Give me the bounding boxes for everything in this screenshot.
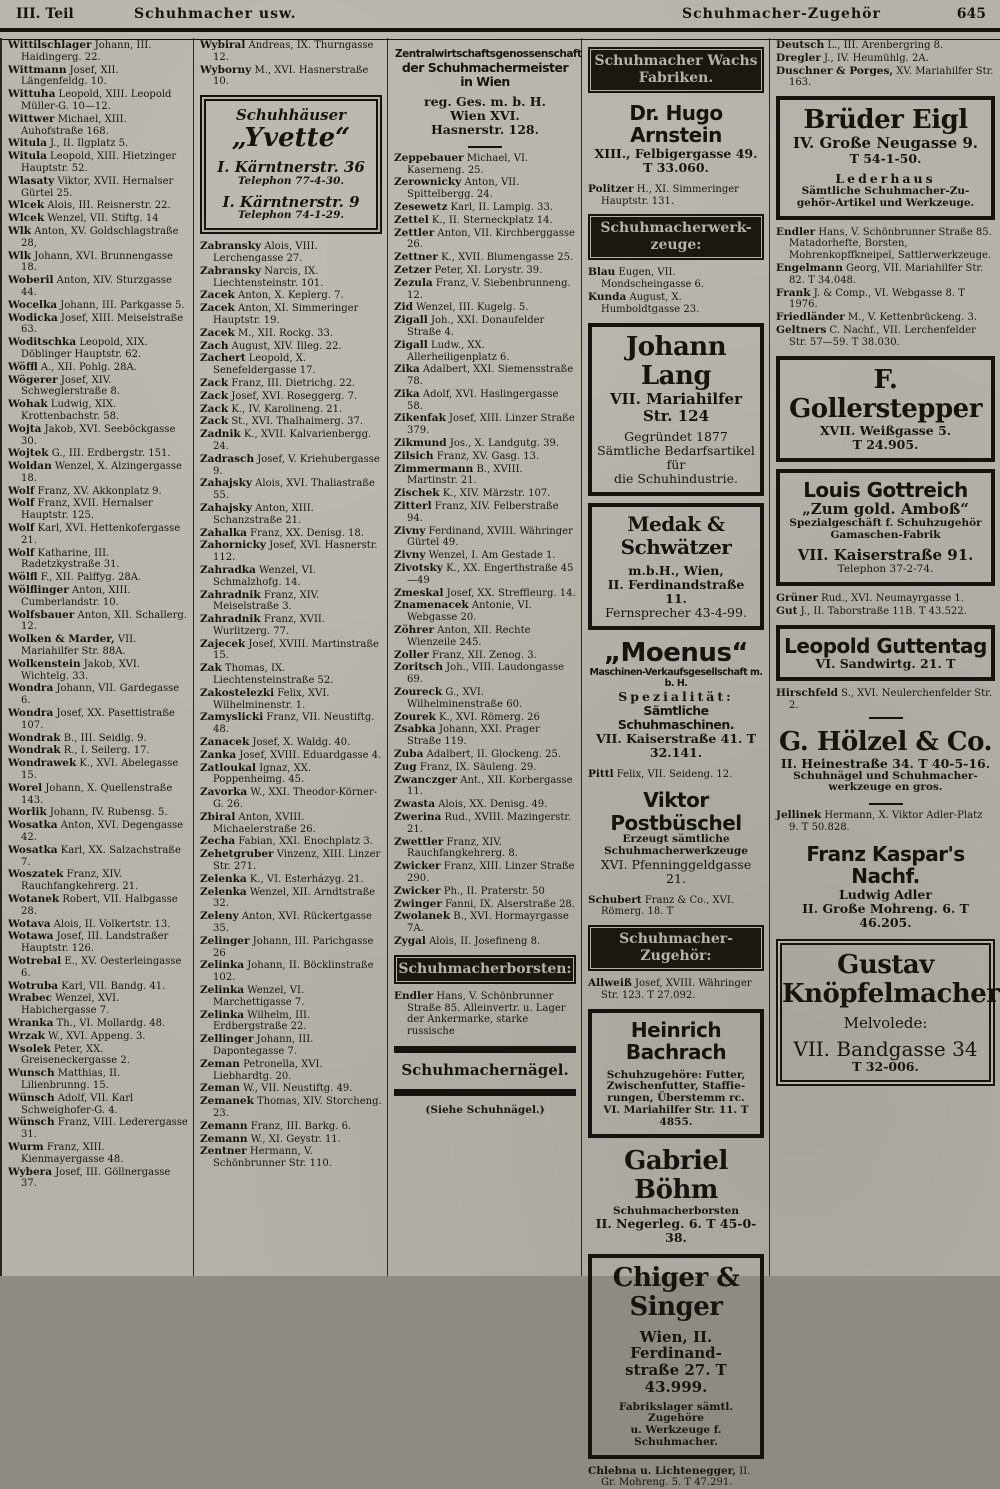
directory-entry: Zischek K., XIV. Märzstr. 107. — [394, 487, 551, 500]
directory-entry: Zwanczger Ant., XII. Korbergasse 11. — [394, 773, 573, 798]
directory-entry: Zabransky Narcis, IX. Liechtensteinstr. 101. — [200, 264, 324, 289]
directory-entry: Dregler J., IV. Heumühlg. 2A. — [776, 51, 929, 64]
directory-entry: Woditschka Leopold, XIX. Döblinger Hauptstr. 62. — [8, 336, 148, 360]
part-label: III. Teil — [16, 6, 74, 22]
directory-entry: Wölflinger Anton, XIII. Cumberlandstr. 10. — [8, 584, 131, 608]
directory-entry: Wondra Josef, XX. Pasettistraße 107. — [8, 707, 175, 731]
ad-johann-lang: Johann Lang VII. Mariahilfer Str. 124 Gegründet 1877 Sämtliche Bedarfsartikel für die Schuhindustrie. — [588, 323, 764, 497]
directory-entry: Frank J. & Comp., VI. Webgasse 8. T 1976. — [776, 286, 965, 311]
directory-entry: Zettner K., XVII. Blumengasse 25. — [394, 251, 574, 264]
directory-entry: Zettler Anton, VII. Kirchberggasse 26. — [394, 226, 575, 251]
directory-entry: Woberil Anton, XIV. Sturzgasse 44. — [8, 274, 172, 298]
directory-entry: Zwettler Franz, XIV. Rauchfangkehrerg. 8. — [394, 835, 518, 860]
thick-rule — [394, 1089, 576, 1096]
directory-entry: Zivny Ferdinand, XVIII. Währinger Gürtel 49. — [394, 524, 573, 549]
directory-entry: Zivotsky K., XX. Engerthstraße 45—49 — [394, 562, 574, 586]
directory-entry: Endler Hans, V. Schönbrunner Straße 85. Matadorhefte, Borsten, Mohrenkopffkneipel, Sattlerwerkzeuge. — [776, 225, 992, 262]
ad-franz-kaspar: Franz Kaspar's Nachf. Ludwig Adler II. Große Mohreng. 6. T 46.205. — [802, 841, 969, 930]
directory-entry: Zivny Wenzel, I. Am Gestade 1. — [394, 549, 556, 562]
directory-entry: Zamyslicki Franz, VII. Neustiftg. 48. — [200, 711, 375, 736]
directory-entry: Zabransky Alois, VIII. Lerchengasse 27. — [200, 240, 318, 264]
thick-rule — [394, 1046, 576, 1053]
ad-yvette: Schuhhäuser „Yvette“ I. Kärntnerstr. 36 Telephon 77-4-30. I. Kärntnerstr. 9 Telephon 74-1-29. — [200, 95, 382, 234]
directory-entry: Wunsch Matthias, II. Lilienbrunng. 15. — [8, 1067, 121, 1091]
directory-entry: Zikmund Jos., X. Landgutg. 39. — [394, 437, 559, 450]
directory-entry: Zelinka Johann, II. Böcklinstraße 102. — [200, 959, 374, 984]
ad-brueder-eigl: Brüder Eigl IV. Große Neugasse 9. T 54-1-50. Lederhaus Sämtliche Schuhmacher-Zu- gehör-Artikel und Werkzeuge. — [776, 96, 995, 219]
directory-entry: Zwerina Rud., XVIII. Mazingerstr. 21. — [394, 810, 572, 835]
directory-entry: Zemann Franz, III. Barkg. 6. — [200, 1119, 352, 1132]
directory-entry: Wotanek Robert, VII. Halbgasse 28. — [8, 892, 178, 917]
directory-entry: Pittl Felix, VII. Seideng. 12. — [588, 767, 733, 780]
directory-entry: Engelmann Georg, VII. Mariahilfer Str. 82. T 34.048. — [776, 261, 984, 286]
directory-entry: Zack K., IV. Karolineng. 21. — [200, 402, 343, 415]
directory-entry: Zellinger Johann, III. Dapontegasse 7. — [200, 1033, 314, 1057]
directory-entry: Witula Leopold, XIII. Hietzinger Hauptstr. 52. — [8, 150, 177, 174]
directory-entry: Geltners C. Nachf., VII. Lerchenfelder Str. 57—59. T 38.030. — [776, 323, 976, 348]
directory-columns — [0, 38, 1000, 1489]
directory-entry: Zanka Josef, XVIII. Eduardgasse 4. — [200, 748, 382, 761]
directory-entry: Zajecek Josef, XVIII. Martinstraße 15. — [200, 637, 379, 662]
directory-entry: Zesewetz Karl, II. Lampig. 33. — [394, 200, 554, 213]
directory-entry: Zeman Petronella, XVI. Liebhardtg. 20. — [200, 1057, 323, 1082]
directory-entry: Zerownicky Anton, VII. Spittelbergg. 24. — [394, 176, 520, 201]
running-title-left: Schuhmacher usw. — [134, 6, 297, 22]
section-schuhmacherwerkzeuge: Schuhmacherwerk- zeuge: — [588, 214, 764, 260]
directory-entry: Wybera Josef, III. Göllnergasse 37. — [8, 1165, 171, 1190]
directory-entry: Zack St., XVI. Thalhaimerg. 37. — [200, 415, 364, 428]
directory-entry: Zezula Franz, V. Siebenbrunneng. 12. — [394, 276, 571, 301]
directory-entry: Worlik Johann, IV. Rubensg. 5. — [8, 806, 168, 819]
directory-entry: Zadrasch Josef, V. Kriehubergasse 9. — [200, 452, 380, 477]
directory-entry: Wondrawek K., XVI. Abelegasse 15. — [8, 757, 179, 782]
directory-entry: Zourek K., XVI. Römerg. 26 — [394, 710, 540, 723]
directory-entry: Zoller Franz, XII. Zenog. 3. — [394, 648, 537, 661]
directory-entry: Deutsch L., III. Arenbergring 8. — [776, 39, 944, 51]
directory-entry: Zahajsky Anton, XIII. Schanzstraße 21. — [200, 501, 314, 526]
directory-entry: Zack Franz, III. Dietrichg. 22. — [200, 376, 356, 389]
directory-entry: Zygal Alois, II. Josefineng 8. — [394, 934, 541, 947]
directory-entry: Zetzer Peter, XI. Lorystr. 39. — [394, 263, 543, 276]
directory-entry: Zsabka Johann, XXI. Prager Straße 119. — [394, 723, 540, 748]
ad-gabriel-boehm: Gabriel Böhm Schuhmacherborsten II. Negerleg. 6. T 45-0-38. — [595, 1146, 757, 1246]
directory-entry: Wojtek G., III. Erdbergstr. 151. — [8, 447, 171, 460]
directory-entry: Zelenka K., VI. Esterházyg. 21. — [200, 872, 364, 885]
directory-entry: Wolfsbauer Anton, XII. Schallerg. 12. — [8, 608, 187, 633]
directory-entry: Zoritsch Joh., VIII. Laudongasse 69. — [394, 661, 565, 686]
directory-entry: Wotruba Karl, VII. Bandg. 41. — [8, 979, 166, 992]
directory-entry: Zikenfak Josef, XIII. Linzer Straße 379. — [394, 412, 575, 437]
directory-entry: Zid Wenzel, III. Kugelg. 5. — [394, 301, 529, 314]
directory-entry: Wodicka Josef, XIII. Meiselstraße 63. — [8, 311, 184, 336]
divider-rule — [468, 146, 502, 148]
column-1 — [0, 38, 194, 1276]
directory-entry: Zacek M., XII. Rockg. 33. — [200, 326, 334, 339]
column-3 — [388, 38, 582, 1276]
directory-entry: Zelinka Wenzel, VI. Marchettigasse 7. — [200, 984, 305, 1008]
directory-entry: Zwinger Fanni, IX. Alserstraße 28. — [394, 897, 575, 910]
directory-entry: Wittmann Josef, XII. Längenfeldg. 10. — [8, 63, 119, 88]
ad-bachrach: Heinrich Bachrach Schuhzugehöre: Futter, Zwischenfutter, Staffie- rungen, Überstemm rc. VI. Mariahilfer Str. 11. T 4855. — [588, 1009, 764, 1139]
divider-rule — [869, 717, 903, 719]
directory-entry: Zahornicky Josef, XVI. Hasnerstr. 112. — [200, 539, 378, 564]
directory-entry: Zelenka Wenzel, XII. Arndtstraße 32. — [200, 885, 376, 910]
directory-entry: Zahalka Franz, XX. Denisg. 18. — [200, 526, 364, 539]
ad-chiger-singer: Chiger & Singer Wien, II. Ferdinand- straße 27. T 43.999. Fabrikslager sämtl. Zugehöre u. Werkzeuge f. Schuhmacher. — [588, 1254, 764, 1458]
directory-entry: Zahajsky Alois, XVI. Thaliastraße 55. — [200, 477, 375, 502]
directory-entry: Wrabec Wenzel, XVI. Habichergasse 7. — [8, 992, 120, 1017]
directory-entry: Zitterl Franz, XIV. Felberstraße 94. — [394, 500, 559, 524]
section-schuhmachernaegel: Schuhmachernägel. — [401, 1060, 569, 1079]
directory-entry: Wsolek Peter, XX. Greiseneckergasse 2. — [8, 1042, 130, 1067]
directory-entry: Wlasaty Viktor, XVII. Hernalser Gürtel 25. — [8, 174, 174, 199]
directory-entry: Duschner & Porges, XV. Mariahilfer Str. 163. — [776, 64, 994, 89]
directory-entry: Zelinka Wilhelm, III. Erdbergstraße 22. — [200, 1008, 311, 1033]
directory-entry: Zika Adalbert, XXI. Siemensstraße 78. — [394, 363, 574, 388]
column-2 — [194, 38, 388, 1276]
directory-entry: Zöhrer Anton, XII. Rechte Wienzeile 245. — [394, 624, 531, 648]
directory-entry: Znamenacek Antonie, VI. Webgasse 20. — [394, 599, 532, 624]
directory-entry: Wlk Johann, XVI. Brunnengasse 18. — [8, 249, 173, 274]
directory-entry: Politzer H., XI. Simmeringer Hauptstr. 131. — [588, 182, 739, 207]
directory-entry: Wotava Alois, II. Volkertstr. 13. — [8, 917, 171, 930]
ad-knoepfelmacher: Gustav Knöpfelmacher Melvolede: VII. Bandgasse 34 T 32-006. — [776, 939, 995, 1086]
directory-entry: Zack Josef, XVI. Roseggerg. 7. — [200, 389, 358, 402]
directory-entry: Wolf Franz, XVII. Hernalser Hauptstr. 125. — [8, 497, 153, 522]
directory-entry: Wotrebal E., XV. Oesterleingasse 6. — [8, 954, 182, 979]
directory-entry: Zigall Ludw., XX. Allerheiligenplatz 6. — [394, 338, 510, 363]
column-4 — [582, 38, 770, 1489]
directory-entry: Wondrak R., I. Seilerg. 17. — [8, 744, 150, 757]
directory-entry: Wöffl A., XII. Pohlg. 28A. — [8, 360, 137, 373]
directory-entry: Zuba Adalbert, II. Glockeng. 25. — [394, 748, 562, 760]
directory-entry: Endler Hans, V. Schönbrunner Straße 85. Alleinvertr. u. Lager der Ankermarke, starke russische — [394, 989, 566, 1038]
ad-hoelzel: G. Hölzel & Co. II. Heinestraße 34. T 40-5-16. Schuhnägel und Schuhmacher- werkzeuge en gros. — [778, 726, 993, 794]
page-header — [0, 0, 1000, 30]
directory-entry: Wolken & Marder, VII. Mariahilfer Str. 88A. — [8, 633, 137, 658]
directory-entry: Wotawa Josef, III. Landstraßer Hauptstr. 126. — [8, 930, 169, 955]
directory-entry: Gut J., II. Taborstraße 11B. T 43.522. — [776, 604, 967, 617]
genossenschaft-heading: Zentralwirtschaftsgenossenschaft der Schuhmachermeister in Wien reg. Ges. m. b. H. Wien XVI. Hasnerstr. 128. — [395, 48, 582, 137]
directory-entry: Wolf Franz, XV. Akkonplatz 9. — [8, 484, 162, 497]
page-number: 645 — [956, 6, 986, 22]
directory-entry: Wölfl F., XII. Palffyg. 28A. — [8, 571, 142, 584]
directory-entry: Wondra Johann, VII. Gardegasse 6. — [8, 682, 180, 707]
directory-entry: Zatloukal Ignaz, XX. Poppenheimg. 45. — [200, 761, 311, 786]
directory-entry: Wondrak B., III. Seidlg. 9. — [8, 731, 147, 744]
directory-entry: Zilsich Franz, XV. Gasg. 13. — [394, 449, 540, 462]
ad-moenus: „Moenus“ Maschinen-Verkaufsgesellschaft m. b. H. Spezialität: Sämtliche Schuhmaschinen. VII. Kaiserstraße 41. T 32.141. — [589, 638, 763, 760]
directory-entry: Wohak Ludwig, XIX. Krottenbachstr. 58. — [8, 398, 120, 422]
directory-entry: Zadnik K., XVII. Kalvarienbergg. 24. — [200, 428, 372, 452]
directory-entry: Wurm Franz, XIII. Kienmayergasse 48. — [8, 1140, 124, 1165]
directory-entry: Blau Eugen, VII. Mondscheingasse 6. — [588, 266, 705, 291]
directory-entry: Wolf Karl, XVI. Hettenkofergasse 21. — [8, 522, 181, 546]
directory-entry: Wünsch Franz, VIII. Lederergasse 31. — [8, 1116, 188, 1141]
directory-entry: Wyborny M., XVI. Hasnerstraße 10. — [200, 63, 369, 88]
divider-rule — [869, 803, 903, 805]
directory-entry: Grüner Rud., XVI. Neumayrgasse 1. — [776, 592, 964, 605]
directory-entry: Wlk Anton, XV. Goldschlagstraße 28, — [8, 224, 179, 249]
section-wachs-fabriken: Schuhmacher Wachs Fabriken. — [588, 47, 764, 93]
directory-entry: Zentner Hermann, V. Schönbrunner Str. 110. — [200, 1145, 332, 1170]
section-schuhmacherborsten: Schuhmacherborsten: — [394, 955, 576, 984]
directory-entry: Zeleny Anton, XVI. Rückertgasse 35. — [200, 910, 372, 935]
directory-entry: Zbiral Anton, XVIII. Michaelerstraße 26. — [200, 810, 316, 835]
directory-entry: Zacek Anton, X. Keplerg. 7. — [200, 289, 344, 302]
directory-entry: Wrzak W., XVI. Appeng. 3. — [8, 1029, 146, 1042]
ad-leopold-guttentag: Leopold Guttentag VI. Sandwirtg. 21. T — [776, 625, 995, 681]
directory-entry: Wosatka Anton, XVI. Degengasse 42. — [8, 819, 184, 843]
directory-entry: Zoureck G., XVI. Wilhelminenstraße 60. — [394, 686, 523, 710]
section-schuhmacher-zugehoer: Schuhmacher-Zugehör: — [588, 925, 764, 971]
ad-gollerstepper: F. Gollerstepper XVII. Weißgasse 5. T 24.905. — [776, 356, 995, 462]
directory-entry: Allweiß Josef, XVIII. Währinger Str. 123. T 27.092. — [588, 977, 752, 1001]
directory-entry: Wittilschlager Johann, III. Haidingerg. 22. — [8, 39, 152, 63]
directory-entry: Zigall Joh., XXI. Donaufelder Straße 4. — [394, 314, 545, 338]
directory-entry: Zehetgruber Vinzenz, XIII. Linzer Str. 271. — [200, 848, 381, 873]
directory-entry: Wosatka Karl, XX. Salzachstraße 7. — [8, 843, 181, 868]
directory-entry: Zwicker Ph., II. Praterstr. 50 — [394, 884, 545, 897]
directory-entry: Zmeskal Josef, XX. Streffleurg. 14. — [394, 586, 576, 599]
directory-entry: Zach August, XIV. Illeg. 22. — [200, 339, 342, 352]
ad-medak-schwaetzer: Medak & Schwätzer m.b.H., Wien, II. Ferdinandstraße 11. Fernsprecher 43-4-99. — [588, 503, 764, 630]
directory-entry: Wittuha Leopold, XIII. Leopold Müller-G. 10—12. — [8, 88, 172, 112]
running-title-right: Schuhmacher-Zugehör — [682, 6, 881, 22]
directory-entry: Wittwer Michael, XIII. Auhofstraße 168. — [8, 112, 127, 137]
directory-entry: Zeppebauer Michael, VI. Kaserneng. 25. — [394, 151, 529, 176]
directory-entry: Zemanek Thomas, XIV. Storcheng. 23. — [200, 1095, 382, 1119]
directory-entry: Wybiral Andreas, IX. Thurngasse 12. — [200, 39, 374, 63]
directory-entry: Zahradnik Franz, XIV. Meiselstraße 3. — [200, 588, 320, 613]
directory-entry: Zelinger Johann, III. Parichgasse 26 — [200, 934, 374, 959]
directory-entry: Friedländer M., V. Kettenbrückeng. 3. — [776, 311, 978, 324]
directory-entry: Wolkenstein Jakob, XVI. Wichtelg. 33. — [8, 657, 141, 682]
directory-entry: Zahradnik Franz, XVII. Wurlitzerg. 77. — [200, 613, 326, 637]
directory-entry: Zika Adolf, XVI. Haslingergasse 58. — [394, 387, 559, 412]
directory-entry: Zeman W., VII. Neustiftg. 49. — [200, 1082, 353, 1095]
directory-entry: Wlcek Wenzel, VII. Stiftg. 14 — [8, 212, 159, 225]
ad-arnstein: Dr. Hugo Arnstein XIII., Felbigergasse 49. T 33.060. — [594, 101, 758, 175]
directory-entry: Zimmermann B., XVIII. Martinstr. 21. — [394, 462, 523, 487]
directory-entry: Zwolanek B., XVI. Hormayrgasse 7A. — [394, 910, 569, 935]
directory-entry: Wojta Jakob, XVI. Seeböckgasse 30. — [8, 422, 176, 447]
directory-entry: Jellinek Hermann, X. Viktor Adler-Platz 9. T 50.828. — [776, 809, 983, 833]
directory-entry: Wocelka Johann, III. Parkgasse 5. — [8, 298, 185, 311]
directory-entry: Zacek Anton, XI. Simmeringer Hauptstr. 19. — [200, 302, 359, 326]
directory-entry: Woldan Wenzel, X. Alzingergasse 18. — [8, 460, 182, 484]
directory-entry: Zecha Fabian, XXI. Enochplatz 3. — [200, 835, 373, 848]
directory-entry: Kunda August, X. Humboldtgasse 23. — [588, 290, 700, 315]
directory-entry: Zahradka Wenzel, VI. Schmalzhofg. 14. — [200, 563, 316, 588]
directory-entry: Worel Johann, X. Quellenstraße 143. — [8, 781, 173, 806]
directory-entry: Chlebna u. Lichtenegger, II. Gr. Mohreng. 5. T 47.291. — [588, 1464, 751, 1489]
directory-entry: Zettel K., II. Sterneckplatz 14. — [394, 213, 553, 226]
ad-postbueschel: Viktor Postbüschel Erzeugt sämtliche Schuhmacherwerkzeuge XVI. Pfenninggeldgasse 21. — [600, 788, 752, 886]
directory-entry: Zak Thomas, IX. Liechtensteinstraße 52. — [200, 662, 334, 687]
directory-entry: Zwicker Franz, XIII. Linzer Straße 290. — [394, 860, 575, 884]
directory-entry: Zanacek Josef, X. Waldg. 40. — [200, 736, 351, 749]
directory-entry: Woszatek Franz, XIV. Rauchfangkehrerg. 21. — [8, 868, 139, 893]
directory-entry: Wranka Th., VI. Mollardg. 48. — [8, 1016, 166, 1029]
directory-entry: Schubert Franz & Co., XVI. Römerg. 18. T — [588, 893, 734, 918]
directory-entry: Wlcek Alois, III. Reisnerstr. 22. — [8, 199, 171, 212]
directory-entry: Zwasta Alois, XX. Denisg. 49. — [394, 798, 548, 811]
directory-entry: Zug Franz, IX. Säuleng. 29. — [394, 760, 537, 773]
directory-entry: Wolf Katharine, III. Radetzkystraße 31. — [8, 546, 120, 571]
see-schuhnaegel-note: (Siehe Schuhnägel.) — [425, 1103, 545, 1116]
directory-entry: Hirschfeld S., XVI. Neulerchenfelder Str. 2. — [776, 687, 993, 711]
directory-entry: Witula J., II. Ilgplatz 5. — [8, 137, 129, 150]
ad-louis-gottreich: Louis Gottreich „Zum gold. Amboß“ Spezialgeschäft f. Schuhzugehör Gamaschen-Fabrik VII. Kaiserstraße 91. Telephon 37-2-74. — [776, 469, 995, 586]
directory-entry: Zakostelezki Felix, XVI. Wilhelminenstr. 1. — [200, 686, 330, 711]
directory-entry: Zemann W., XI. Geystr. 11. — [200, 1132, 341, 1145]
column-5 — [770, 38, 1000, 1276]
directory-entry: Wünsch Adolf, VII. Karl Schweighofer-G. 4. — [8, 1091, 134, 1116]
directory-entry: Zavorka W., XXI. Theodor-Körner-G. 26. — [200, 786, 378, 811]
directory-entry: Wögerer Josef, XIV. Schweglerstraße 8. — [8, 373, 120, 398]
directory-entry: Zachert Leopold, X. Senefeldergasse 17. — [200, 352, 316, 377]
